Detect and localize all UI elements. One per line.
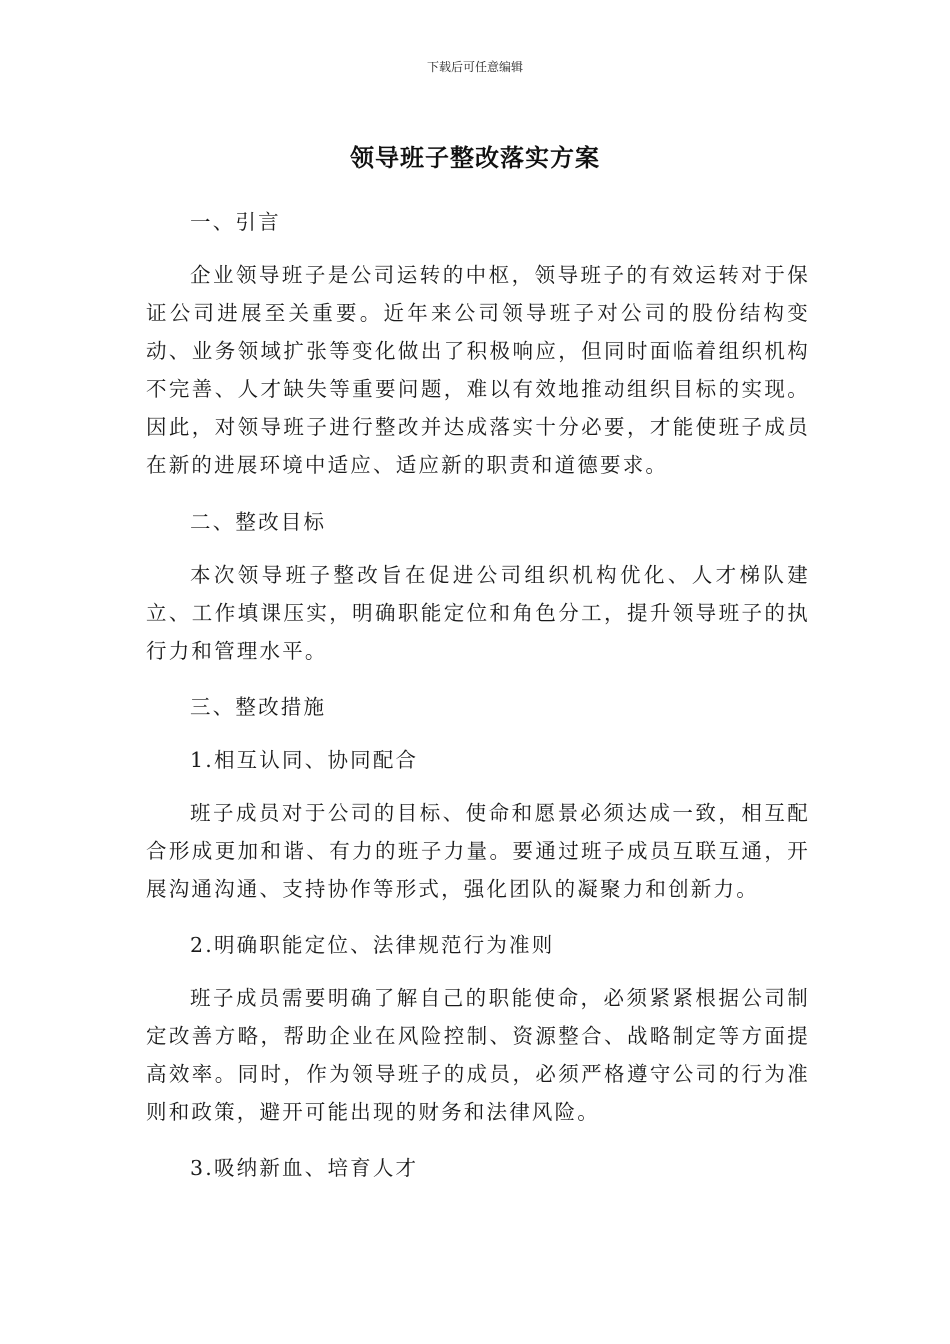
paragraph-goal: 本次领导班子整改旨在促进公司组织机构优化、人才梯队建立、工作填课压实，明确职能定位和角色分工，提升领导班子的执行力和管理水平。 <box>146 563 810 663</box>
subheading-measure-1: 1.相互认同、协同配合 <box>190 748 419 772</box>
section-heading-goal: 二、整改目标 <box>190 510 327 534</box>
subheading-measure-3: 3.吸纳新血、培育人才 <box>190 1156 419 1180</box>
subheading-measure-2: 2.明确职能定位、法律规范行为准则 <box>190 933 555 957</box>
paragraph-measure-2: 班子成员需要明确了解自己的职能使命，必须紧紧根据公司制定改善方略，帮助企业在风险控制、资源整合、战略制定等方面提高效率。同时，作为领导班子的成员，必须严格遵守公司的行为准则和政策，避开可能出现的财务和法律风险。 <box>146 986 810 1124</box>
paragraph-measure-1: 班子成员对于公司的目标、使命和愿景必须达成一致，相互配合形成更加和谐、有力的班子力量。要通过班子成员互联互通，开展沟通沟通、支持协作等形式，强化团队的凝聚力和创新力。 <box>146 801 810 901</box>
section-heading-intro: 一、引言 <box>190 210 281 234</box>
section-heading-measures: 三、整改措施 <box>190 695 327 719</box>
header-note: 下载后可任意编辑 <box>426 60 523 74</box>
document-title: 领导班子整改落实方案 <box>350 144 600 172</box>
paragraph-intro: 企业领导班子是公司运转的中枢，领导班子的有效运转对于保证公司进展至关重要。近年来公司领导班子对公司的股份结构变动、业务领域扩张等变化做出了积极响应，但同时面临着组织机构不完善、人才缺失等重要问题，难以有效地推动组织目标的实现。因此，对领导班子进行整改并达成落实十分必要，才能使班子成员在新的进展环境中适应、适应新的职责和道德要求。 <box>146 263 810 477</box>
